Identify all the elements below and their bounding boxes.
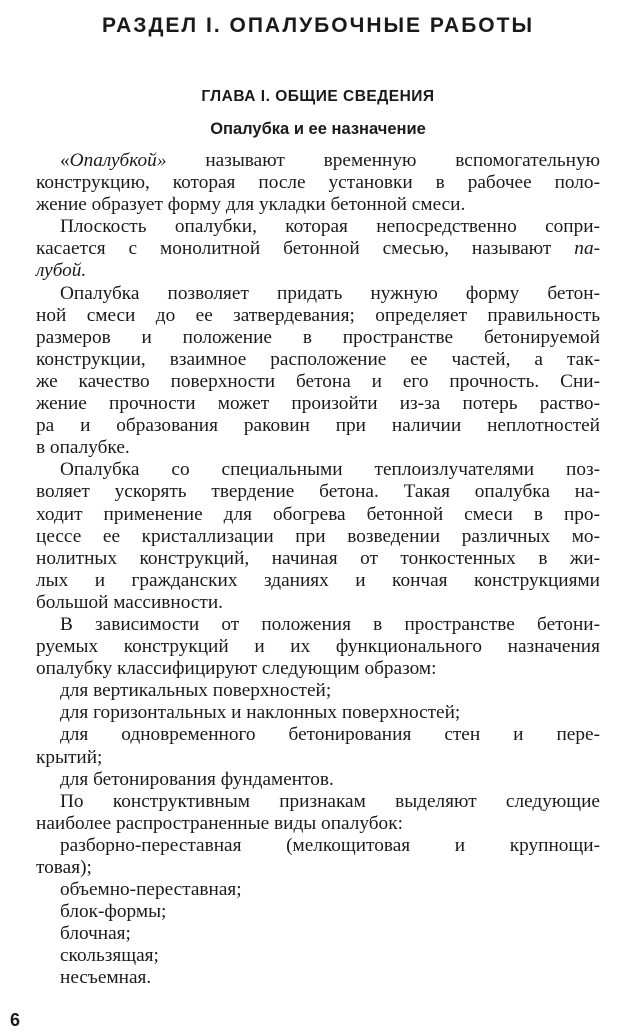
list-item: для бетонирования фундаментов. (60, 768, 334, 790)
text-line: нолитных конструкций, начиная от тонкостенных в жи- (36, 547, 600, 569)
list-item: для одновременного бетонирования стен и пере- (60, 724, 600, 746)
text-line: же качество поверхности бетона и его прочность. Сни- (36, 370, 600, 392)
list-item: блок-формы; (60, 901, 167, 923)
subsection-title: Опалубка и ее назначение (210, 120, 426, 138)
text-line: «Опалубкой» называют временную вспомогательную (60, 150, 600, 171)
text-line: Опалубка позволяет придать нужную форму бетон- (60, 282, 600, 304)
list-item: объемно-переставная; (60, 879, 242, 901)
text-line: Плоскость опалубки, которая непосредственно сопри- (60, 216, 600, 238)
text-line: наиболее распространенные виды опалубок: (36, 812, 403, 834)
list-item: несъемная. (60, 967, 152, 989)
text-line: Опалубка со специальными теплоизлучателями поз- (60, 459, 600, 481)
list-item: разборно-переставная (мелкощитовая и крупнощи- (60, 834, 600, 856)
text-line: в опалубке. (36, 437, 130, 459)
text-line: ной смеси до ее затвердевания; определяет правильность (36, 304, 600, 326)
text-line: руемых конструкций и их функционального назначения (36, 636, 600, 658)
text-line: По конструктивным признакам выделяют следующие (60, 790, 600, 812)
document-page (10, 0, 600, 1036)
page-number: 6 (10, 1010, 21, 1030)
text-line: воляет ускорять твердение бетона. Такая опалубка на- (36, 481, 600, 503)
chapter-title: ГЛАВА I. ОБЩИЕ СВЕДЕНИЯ (201, 88, 435, 105)
text-line: конструкции, взаимное расположение ее частей, а так- (36, 348, 600, 370)
text-line: большой массивности. (36, 591, 223, 613)
section-title: РАЗДЕЛ I. ОПАЛУБОЧНЫЕ РАБОТЫ (101, 14, 535, 37)
text-line: касается с монолитной бетонной смесью, называют па- (36, 238, 600, 260)
text-line: цессе ее кристаллизации при возведении различных мо- (36, 525, 600, 547)
text-line: лубой. (36, 260, 87, 282)
list-item-continuation: товая); (36, 857, 92, 878)
list-item: блочная; (60, 923, 131, 945)
text-line: опалубку классифицируют следующим образом: (36, 658, 437, 680)
text-line: ходит применение для обогрева бетонной смеси в про- (36, 503, 600, 525)
text-line: размеров и положение в пространстве бетонируемой (36, 326, 600, 348)
body-text (36, 150, 600, 990)
text-line: В зависимости от положения в пространстве бетони- (60, 613, 600, 635)
text-line: лых и гражданских зданиях и кончая конструкциями (36, 569, 600, 591)
list-item: для горизонтальных и наклонных поверхностей; (60, 702, 461, 724)
text-line: жение образует форму для укладки бетонной смеси. (36, 194, 466, 216)
list-item-continuation: крытий; (36, 746, 103, 768)
list-item: скользящая; (60, 945, 159, 967)
text-line: конструкцию, которая после установки в рабочее поло- (36, 172, 600, 194)
text-line: жение прочности может произойти из-за потерь раство- (36, 393, 600, 415)
text-line: ра и образования раковин при наличии неплотностей (36, 415, 600, 437)
list-item: для вертикальных поверхностей; (60, 680, 332, 702)
